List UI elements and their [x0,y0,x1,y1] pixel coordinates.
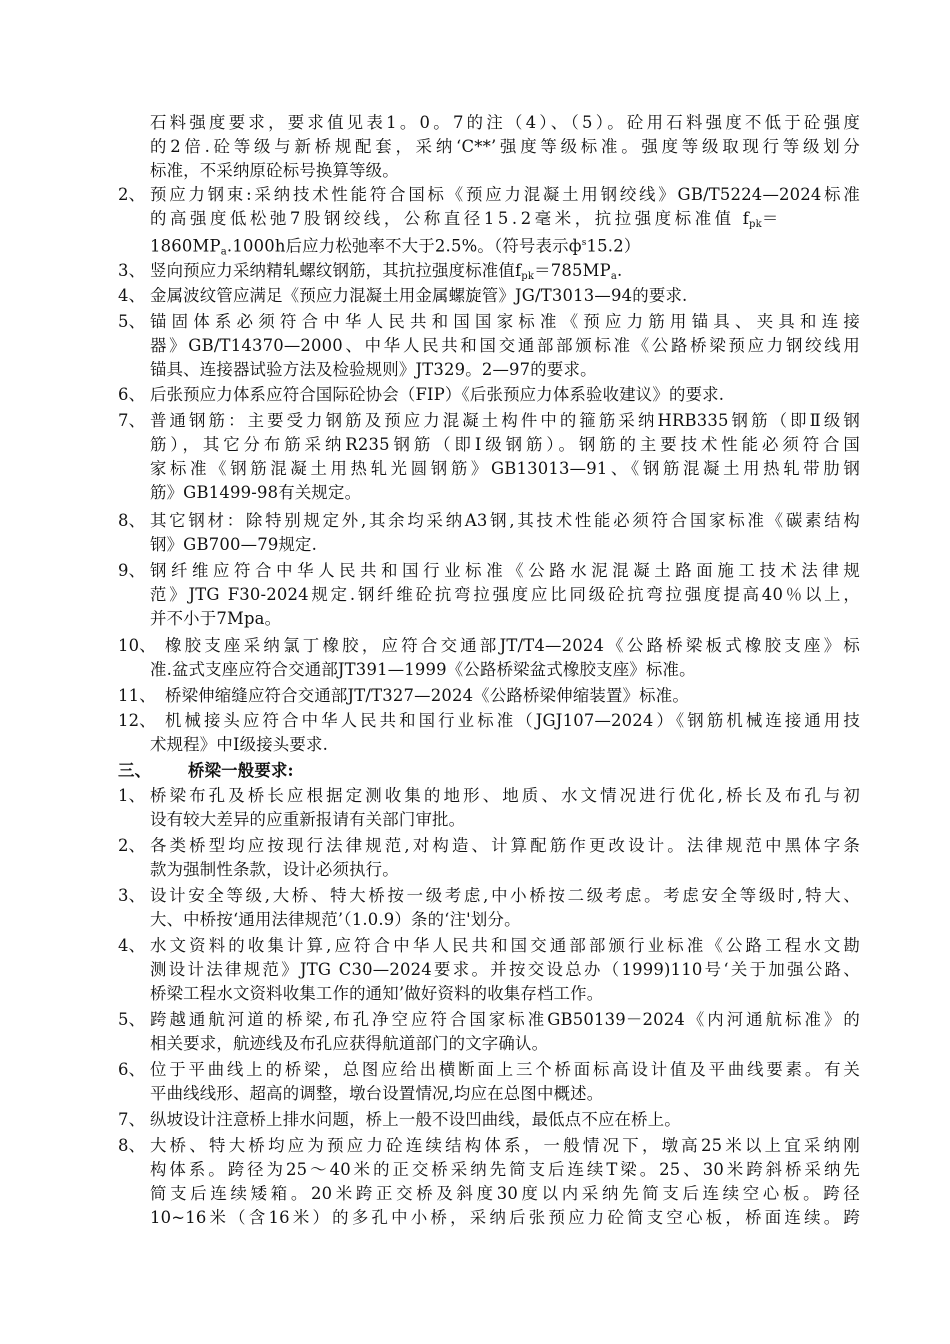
item-line: 跨越通航河道的桥梁,布孔净空应符合国家标准GB50139－2024《内河通航标准》的 [150,1010,860,1029]
item-line: 大、中桥按‘通用法律规范’（1.0.9）条的‘注'划分。 [150,910,521,929]
item-number: 1、 [118,786,146,805]
item-line: 金属波纹管应满足《预应力混凝土用金属螺旋管》JG/T3013—94的要求. [150,286,688,305]
item-line: 平曲线线形、超高的调整，墩台设置情况,均应在总图中概述。 [150,1084,604,1103]
item-number: 6、 [118,1060,146,1079]
item-line: 钢》GB700—79规定. [150,535,318,554]
item-line-text: 的高强度低松弛7股钢绞线，公称直径15.2毫米，抗拉强度标准值 [150,209,735,228]
phi-symbol: ф [568,236,582,256]
item-line: 钢纤维应符合中华人民共和国行业标准《公路水泥混凝土路面施工技术法律规 [150,561,860,580]
strength-value: 1860MP [150,236,221,256]
fpk-symbol: f [515,261,522,280]
item-line: 范》JTG F30-2024规定.钢纤维砼抗弯拉强度应比同级砼抗弯拉强度提高40％以上， [150,585,860,604]
intro-line: 的2倍.砼等级与新桥规配套，采纳‘C**’强度等级标准。强度等级取现行等级划分 [150,137,860,156]
item-line: 术规程》中Ⅰ级接头要求. [150,735,328,754]
item-line: 锚具、连接器试验方法及检验规则》JT329。2—97的要求。 [150,360,597,379]
item-line: 桥梁伸缩缝应符合交通部JT/T327—2024《公路桥梁伸缩装置》标准。 [165,686,689,705]
item-number: 7、 [118,1110,146,1129]
item-line: 大桥、特大桥均应为预应力砼连续结构体系，一般情况下，墩高25米以上宜采纳刚 [150,1136,860,1155]
item-line: 家标准《钢筋混凝土用热轧光圆钢筋》GB13013—91、《钢筋混凝土用热轧带肋钢 [150,459,860,478]
item-number: 11、 [118,686,156,705]
item-line: 款为强制性条款，设计必须执行。 [150,860,399,879]
item-line: 设计安全等级,大桥、特大桥按一级考虑,中小桥按二级考虑。考虑安全等级时,特大、 [150,886,860,905]
item-line: 预应力钢束:采纳技术性能符合国标《预应力混凝土用钢绞线》GB/T5224—2024标准 [150,185,860,204]
item-number: 6、 [118,385,146,404]
item-number: 8、 [118,1136,146,1155]
item-line: 准.盆式支座应符合交通部JT391—1999《公路桥梁盆式橡胶支座》标准。 [150,660,696,679]
item-line: 纵坡设计注意桥上排水问题，桥上一般不设凹曲线，最低点不应在桥上。 [150,1110,681,1129]
item-line [150,259,622,283]
item-line: 锚固体系必须符合中华人民共和国国家标准《预应力筋用锚具、夹具和连接 [150,312,860,331]
item-number: 9、 [118,561,146,580]
item-line: 筋），其它分布筋采纳R235钢筋（即Ⅰ级钢筋）。钢筋的主要技术性能必须符合国 [150,435,860,454]
item-line: 简支后连续矮箱。20米跨正交桥及斜度30度以内采纳先简支后连续空心板。跨径 [150,1184,860,1203]
item-number: 5、 [118,1010,146,1029]
item-number: 2、 [118,185,146,204]
item-number: 2、 [118,836,146,855]
item-line: 测设计法律规范》JTG C30—2024要求。并按交设总办（1999)110号‘关于加强公路、 [150,960,860,979]
item-line: 后张预应力体系应符合国际砼协会（FIP）《后张预应力体系验收建议》的要求. [150,385,725,404]
section-title: 桥梁一般要求: [188,761,294,780]
item-line: 水文资料的收集计算,应符合中华人民共和国交通部部颁行业标准《公路工程水文勘 [150,936,860,955]
phi-value: 15.2） [586,236,641,256]
item-line: 筋》GB1499-98有关规定。 [150,483,362,502]
equals-sign: ＝ [761,209,779,228]
item-number: 8、 [118,511,146,530]
phi-superscript: s [581,238,587,248]
item-line: 设有较大差异的应重新报请有关部门审批。 [150,810,466,829]
item-line: 10~16米（含16米）的多孔中小桥，采纳后张预应力砼简支空心板，桥面连续。跨 [150,1208,860,1227]
fpk-symbol: f [742,209,749,228]
item-line: 普通钢筋：主要受力钢筋及预应力混凝土构件中的箍筋采纳HRB335钢筋（即Ⅱ级钢 [150,411,860,430]
item-line [150,231,641,258]
item-number: 3、 [118,261,146,280]
item-line-text: 竖向预应力采纳精轧螺纹钢筋，其抗拉强度标准值 [150,261,515,280]
item-line: 器》GB/T14370—2000、中华人民共和国交通部部颁标准《公路桥梁预应力钢绞线用 [150,336,860,355]
item-line: 各类桥型均应按现行法律规范,对构造、计算配筋作更改设计。法律规范中黑体字条 [150,836,860,855]
unit-subscript: a [220,246,227,258]
item-line: 桥梁布孔及桥长应根据定测收集的地形、地质、水文情况进行优化,桥长及布孔与初 [150,786,860,805]
item-line: 其它钢材：除特别规定外,其余均采纳A3钢,其技术性能必须符合国家标准《碳素结构 [150,511,860,530]
item-number: 7、 [118,411,146,430]
intro-line: 标准，不采纳原砼标号换算等级。 [150,161,399,180]
item-line: 相关要求，航迹线及布孔应获得航道部门的文字确认。 [150,1034,549,1053]
item-line: 橡胶支座采纳氯丁橡胶，应符合交通部JT/T4—2024《公路桥梁板式橡胶支座》标 [165,636,860,655]
item-number: 12、 [118,711,156,730]
relaxation-text: .1000h后应力松弛率不大于2.5%。（符号表示 [226,236,569,256]
item-line: 并不小于7Mpa。 [150,609,282,628]
item-line [150,207,860,231]
item-line: 构体系。跨径为25～40米的正交桥采纳先简支后连续T梁。25、30米跨斜桥采纳先 [150,1160,860,1179]
item-line: 机械接头应符合中华人民共和国行业标准（JGJ107—2024）《钢筋机械连接通用技 [165,711,860,730]
item-number: 5、 [118,312,146,331]
item-line: 桥梁工程水文资料收集工作的通知’做好资料的收集存档工作。 [150,984,604,1003]
item-number: 10、 [118,636,156,655]
item-line: 位于平曲线上的桥梁，总图应给出横断面上三个桥面标高设计值及平曲线要素。有关 [150,1060,860,1079]
fpk-subscript: pk [748,219,762,230]
item-number: 4、 [118,936,146,955]
intro-line: 石料强度要求，要求值见表1。0。7的注（4）、（5）。砼用石料强度不低于砼强度 [150,113,860,132]
fpk-subscript: pk [521,271,535,282]
unit-subscript: a [610,271,618,282]
section-number: 三、 [118,761,152,780]
item-number: 3、 [118,886,146,905]
item-number: 4、 [118,286,146,305]
strength-value: ＝785MP [534,261,611,280]
period: . [617,261,623,280]
